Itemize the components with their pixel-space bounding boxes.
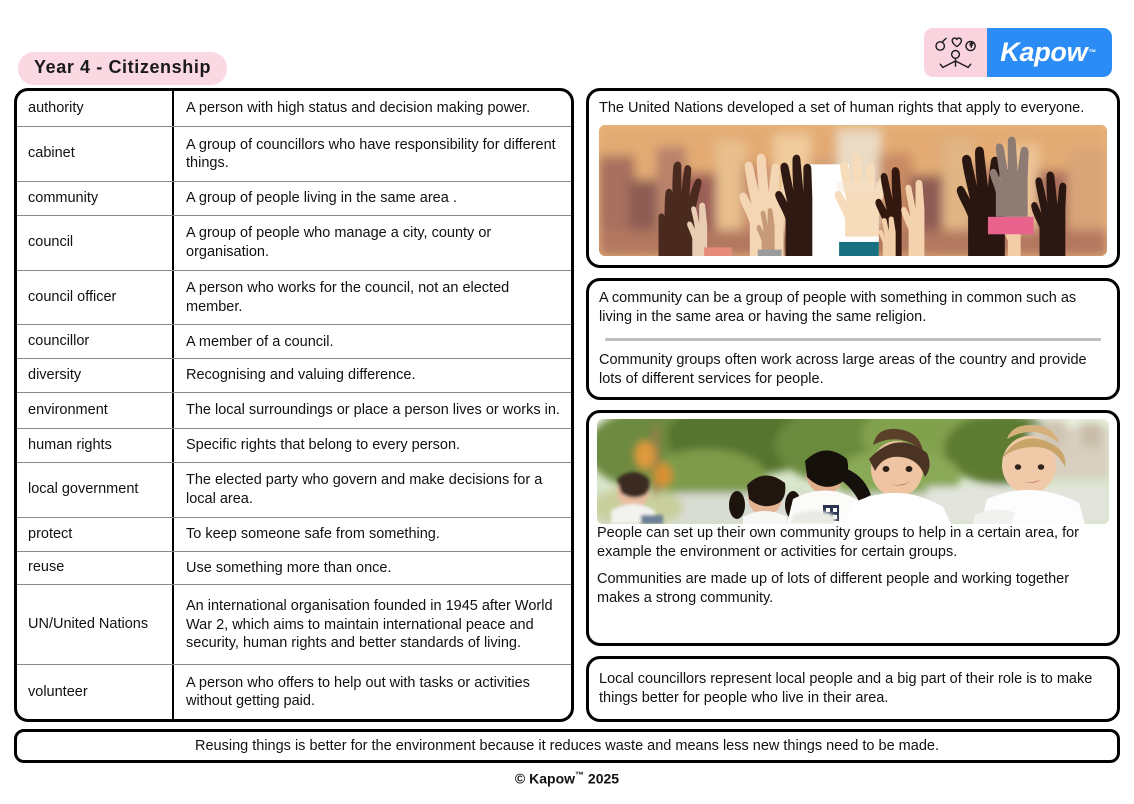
raised-hands-svg [599,125,1107,256]
panel-councillors [586,656,1120,722]
vocab-term: councillor [17,325,174,358]
vocab-term: UN/United Nations [17,585,174,664]
children-volunteering-photo [597,419,1109,524]
main-columns [14,88,1120,722]
councillors-text: Local councillors represent local people and a big part of their role is to make things better for people who live in their area. [599,670,1093,706]
kapow-figure-icon [924,28,987,77]
vocab-definition: Specific rights that belong to every person. [186,437,461,454]
vocab-term: human rights [17,429,174,462]
kapow-mark-svg [924,28,987,77]
vocab-definition: A member of a council. [186,333,334,350]
table-row [17,585,571,665]
copyright [0,770,1134,787]
vocab-definition: A group of people living in the same area . [186,190,457,207]
copyright-tm: ™ [575,770,585,780]
table-row [17,216,571,271]
page-header [0,0,1134,88]
panel-united-nations [586,88,1120,268]
vocab-definition: A group of people who manage a city, county or organisation. [186,225,492,260]
vocab-term: diversity [17,359,174,392]
info-column [586,88,1120,722]
kapow-wordmark [987,28,1112,77]
panel-divider [605,338,1101,341]
community-groups-text-2: Communities are made up of lots of different people and working together makes a strong community. [597,570,1070,606]
kapow-wordmark-text: Kapow [1000,37,1088,67]
vocab-term: local government [17,463,174,517]
vocab-term: volunteer [17,665,174,719]
table-row [17,182,571,216]
table-row [17,393,571,429]
copyright-prefix: © Kapow [514,770,576,787]
table-row [17,552,571,586]
footer-banner [14,729,1120,763]
page-title: Year 4 - Citizenship [18,52,227,85]
table-row [17,518,571,552]
vocabulary-table [14,88,574,722]
vocab-definition: A group of councillors who have responsibility for different things. [186,136,556,172]
table-row [17,665,571,719]
raised-hands-illustration [599,125,1107,256]
vocab-term: environment [17,393,174,428]
vocab-definition: A person with high status and decision making power. [186,100,531,117]
vocabulary-column [14,88,574,722]
table-row [17,463,571,518]
vocab-term: council officer [17,271,174,325]
community-text-2: Community groups often work across large areas of the country and provide lots of different services for people. [599,351,1087,387]
footer-banner-text: Reusing things is better for the environment because it reduces waste and means less new things need to be made. [195,738,939,754]
table-row [17,429,571,463]
table-row [17,325,571,359]
community-groups-text-1: People can set up their own community groups to help in a certain area, for example the environment or activities for certain groups. [597,525,1079,560]
copyright-year: 2025 [587,770,620,787]
panel-community-groups [586,410,1120,646]
vocab-definition: An international organisation founded in 1945 after World War 2, which aims to maintain international peace and security, human rights and better standards of living. [186,598,553,652]
children-photo-svg [597,419,1109,524]
vocab-definition: The elected party who govern and make decisions for a local area. [186,472,543,507]
table-row [17,91,571,127]
table-row [17,359,571,393]
vocab-definition: The local surroundings or place a person lives or works in. [186,402,560,419]
vocab-definition: To keep someone safe from something. [186,525,440,542]
kapow-logo [924,28,1112,77]
table-row [17,127,571,182]
panel-community [586,278,1120,400]
vocab-term: council [17,216,174,270]
community-text-1: A community can be a group of people with something in common such as living in the same area or having the same religion. [599,290,1077,325]
un-text: The United Nations developed a set of human rights that apply to everyone. [599,100,1085,116]
vocab-definition: A person who offers to help out with tasks or activities without getting paid. [186,674,530,710]
table-row [17,271,571,326]
vocab-term: cabinet [17,127,174,181]
vocab-term: protect [17,518,174,551]
vocab-term: authority [17,91,174,126]
kapow-tm: ™ [1088,48,1096,57]
vocab-term: reuse [17,552,174,585]
vocab-definition: Use something more than once. [186,559,392,576]
vocab-definition: Recognising and valuing difference. [186,367,416,384]
vocab-definition: A person who works for the council, not an elected member. [186,279,510,315]
vocab-term: community [17,182,174,215]
